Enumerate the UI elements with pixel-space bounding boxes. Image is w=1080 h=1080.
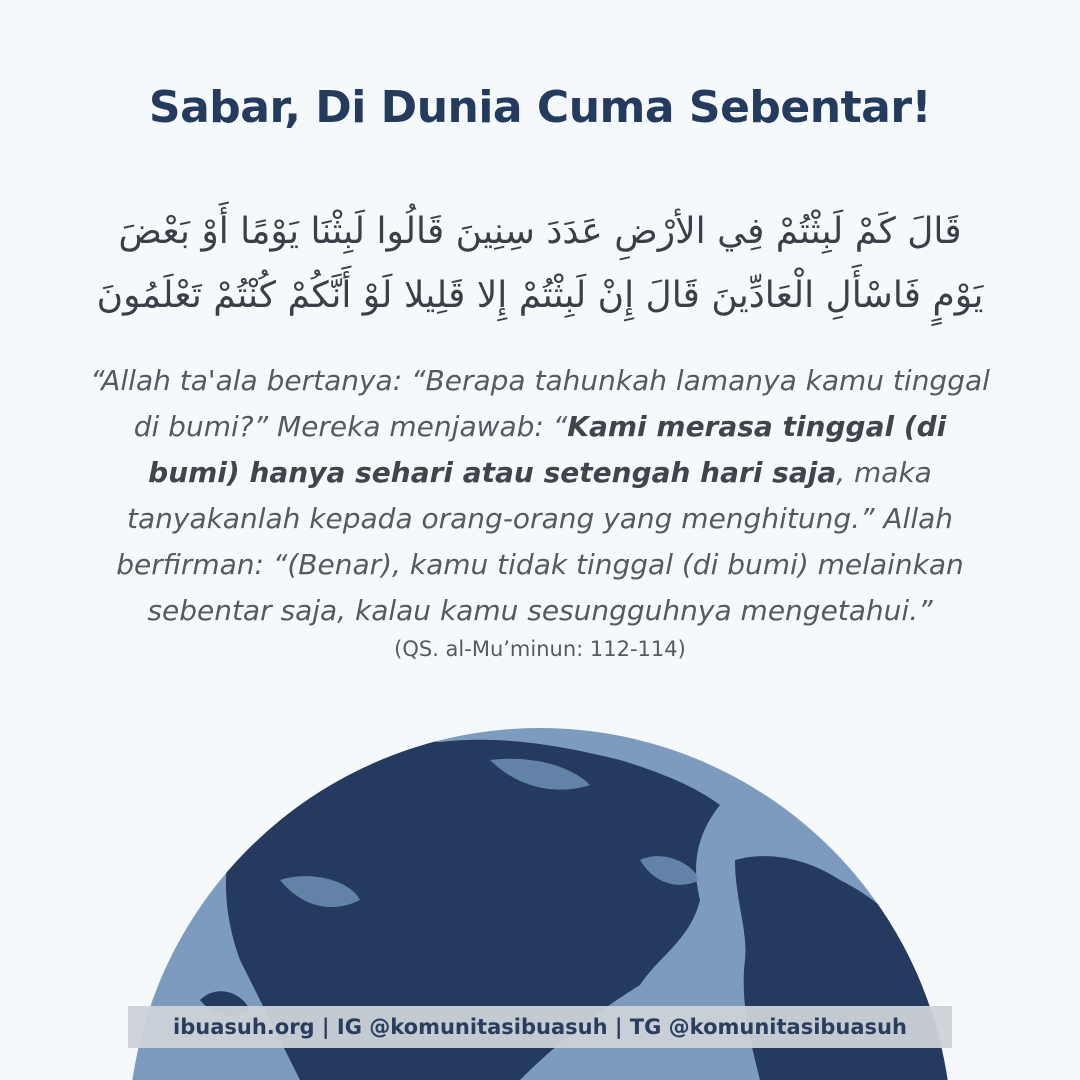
verse-citation: (QS. al-Mu’minun: 112-114) [394, 637, 686, 661]
page-title: Sabar, Di Dunia Cuma Sebentar! [148, 82, 932, 133]
arabic-verse-line-1: قَالَ كَمْ لَبِثْتُمْ فِي الأرْضِ عَدَدَ سِنِينَ قَالُوا لَبِثْنَا يَوْمًا أَوْ بَعْضَ [118, 211, 962, 252]
footer-banner: ibuasuh.org | IG @komunitasibuasuh | TG @komunitasibuasuh [128, 1006, 952, 1048]
translation-text-start: “Allah ta'ala bertanya: “Berapa tahunkah lamanya kamu tinggal di bumi?” Mereka menjawab: “ [90, 364, 990, 443]
translation-highlight: Kami merasa tinggal (di bumi) hanya sehari atau setengah hari saja [148, 410, 947, 489]
island-1 [770, 775, 840, 802]
arabic-verse-line-2: يَوْمٍ فَاسْأَلِ الْعَادِّينَ قَالَ إِنْ لَبِثْتُمْ إِلا قَلِيلا لَوْ أَنَّكُمْ كُنْتُمْ تَعْلَمُونَ [96, 275, 984, 316]
translation-text-end: , maka tanyakanlah kepada orang-orang yang menghitung.” Allah berfirman: “(Benar), kamu tidak tinggal (di bumi) melainkan sebentar saja, kalau kamu sesungguhnya mengetahui.” [116, 456, 964, 627]
verse-translation [90, 358, 990, 634]
arabic-verse [60, 200, 1020, 328]
